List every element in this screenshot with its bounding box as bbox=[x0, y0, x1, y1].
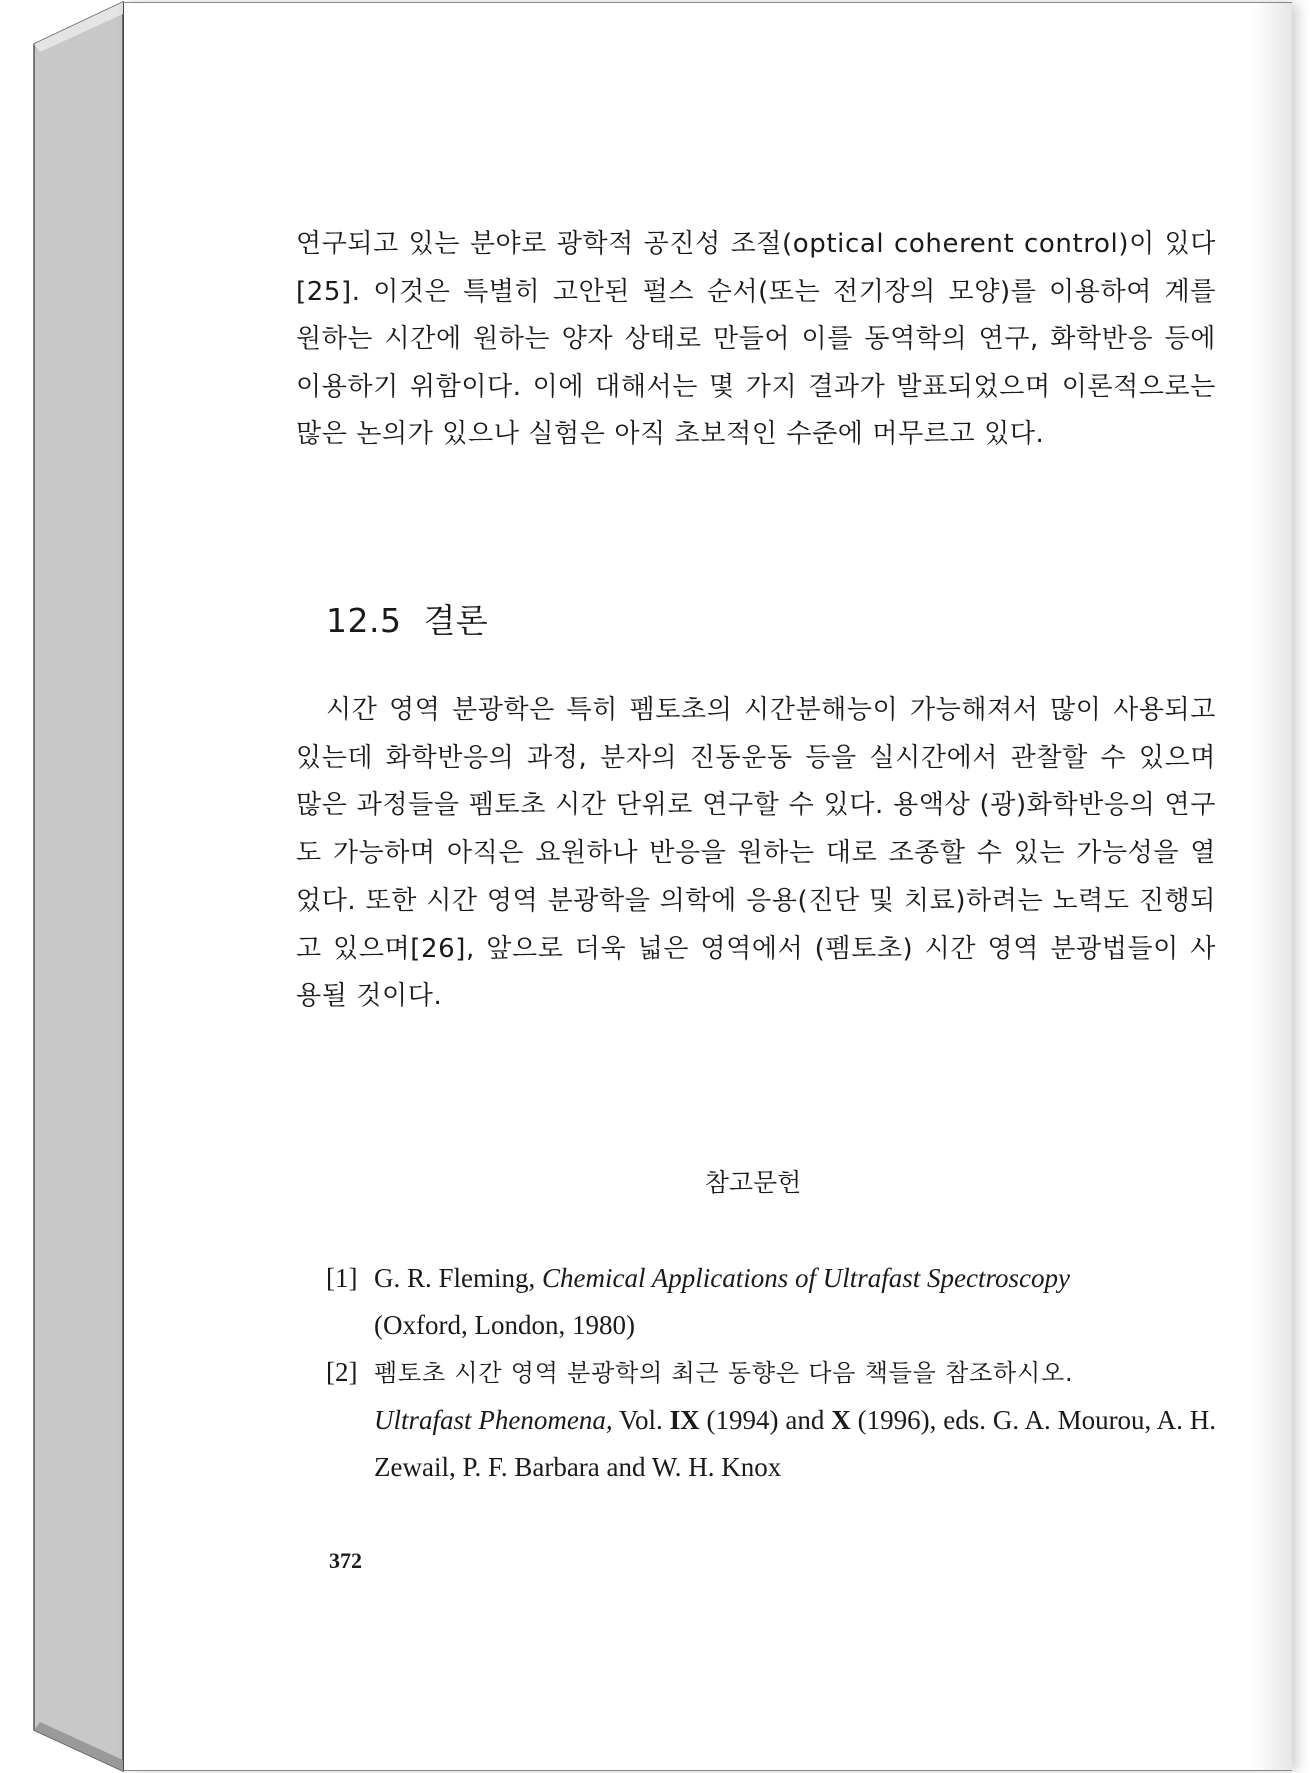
reference-item-1 bbox=[326, 1255, 1216, 1349]
reference-volume-2: X bbox=[831, 1405, 851, 1435]
references-heading: 참고문헌 bbox=[704, 1168, 802, 1197]
reference-body bbox=[374, 1255, 1216, 1349]
reference-note: 펨토초 시간 영역 분광학의 최근 동향은 다음 책들을 참조하시오. bbox=[374, 1359, 1074, 1387]
reference-series: Ultrafast Phenomena, bbox=[374, 1405, 613, 1435]
spine-face bbox=[34, 2, 123, 1771]
book-spine bbox=[0, 0, 130, 1773]
reference-number: [2] bbox=[326, 1357, 358, 1387]
reference-number: [1] bbox=[326, 1263, 358, 1293]
section-title: 결론 bbox=[423, 601, 489, 640]
reference-item-2 bbox=[326, 1349, 1216, 1491]
reference-authors: G. R. Fleming, bbox=[374, 1263, 536, 1293]
reference-year-1: (1994) and bbox=[706, 1405, 825, 1435]
reference-volume-1: IX bbox=[669, 1405, 700, 1435]
reference-vol-prefix: Vol. bbox=[618, 1405, 663, 1435]
reference-list bbox=[326, 1255, 1216, 1491]
page-number: 372 bbox=[329, 1548, 362, 1573]
section-heading bbox=[326, 595, 488, 642]
conclusion-paragraph: 시간 영역 분광학은 특히 펨토초의 시간분해능이 가능해져서 많이 사용되고 있는데 화학반응의 과정, 분자의 진동운동 등을 실시간에서 관찰할 수 있으며 많은 과정들을 펨토초 시간 단위로 연구할 수 있다. 용액상 (광)화학반응의 연구도 가능하며 아직은 요원하나 반응을 원하는 대로 조종할 수 있는 가능성을 열었다. 또한 시간 영역 분광학을 의학에 응용(진단 및 치료)하려는 노력도 진행되고 있으며[26], 앞으로 더욱 넓은 영역에서 (펨토초) 시간 영역 분광법들이 사용될 것이다. bbox=[296, 695, 1216, 1012]
intro-paragraph: 연구되고 있는 분야로 광학적 공진성 조절(optical coherent control)이 있다[25]. 이것은 특별히 고안된 펄스 순서(또는 전기장의 모양)를 이용하여 계를 원하는 시간에 원하는 양자 상태로 만들어 이를 동역학의 연구, 화학반응 등에 이용하기 위함이다. 이에 대해서는 몇 가지 결과가 발표되었으며 이론적으로는 많은 논의가 있으나 실험은 아직 초보적인 수준에 머무르고 있다. bbox=[296, 229, 1216, 449]
page-edge-shadow bbox=[1252, 3, 1292, 1770]
reference-body bbox=[374, 1349, 1216, 1491]
reference-detail: (Oxford, London, 1980) bbox=[374, 1310, 635, 1340]
section-number: 12.5 bbox=[326, 601, 402, 640]
book-page bbox=[123, 2, 1292, 1771]
reference-title: Chemical Applications of Ultrafast Spectroscopy bbox=[542, 1263, 1070, 1293]
reference-year-2-editors: (1996), eds. G. A. Mourou, A. H. Zewail, P. F. Barbara and W. H. Knox bbox=[374, 1405, 1217, 1482]
